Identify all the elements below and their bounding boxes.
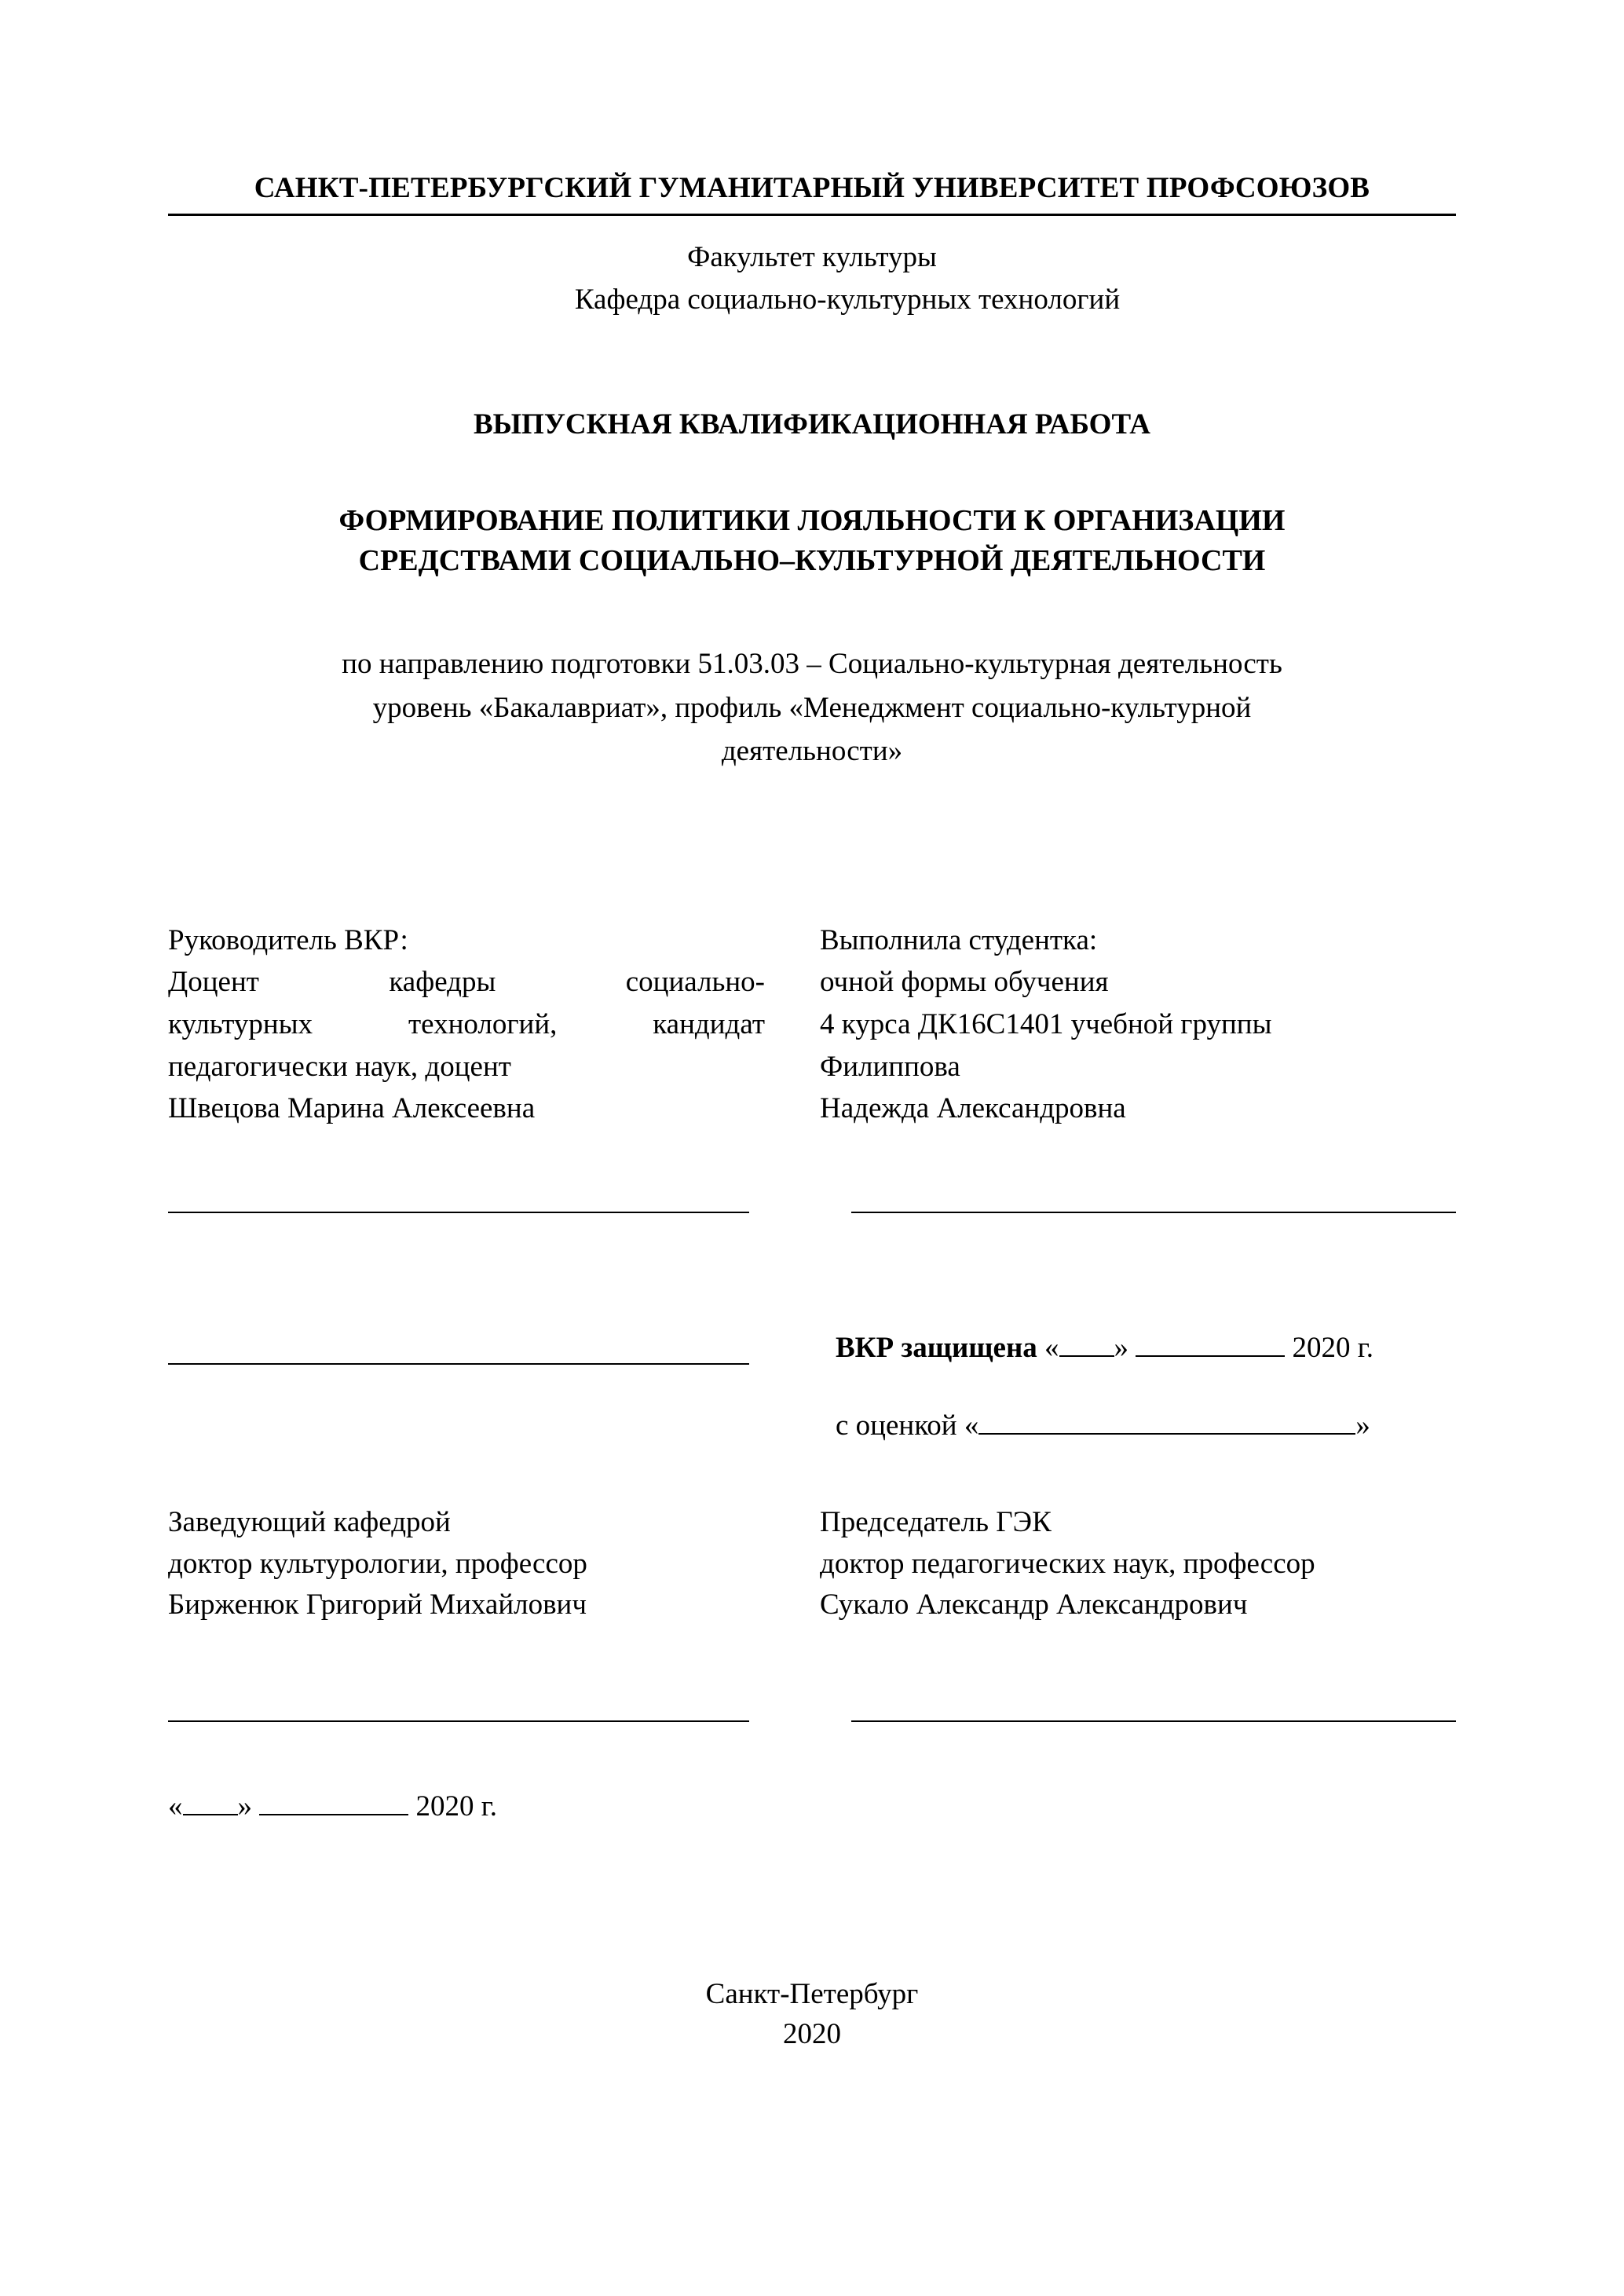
gek-chair-signature-line bbox=[851, 1720, 1456, 1722]
faculty-block bbox=[168, 236, 1456, 320]
bottom-date-quote-open: « bbox=[168, 1790, 183, 1823]
program-line-3: деятельности» bbox=[721, 735, 903, 768]
thesis-title-line-2: СРЕДСТВАМИ СОЦИАЛЬНО–КУЛЬТУРНОЙ ДЕЯТЕЛЬНОСТИ bbox=[358, 543, 1266, 577]
bottom-date bbox=[168, 1790, 1456, 1823]
grade-quote-close: » bbox=[1355, 1409, 1370, 1442]
program-line-1: по направлению подготовки 51.03.03 – Социально-культурная деятельность bbox=[342, 648, 1282, 681]
defense-label: ВКР защищена bbox=[836, 1331, 1037, 1364]
supervisor-position-line-3: педагогически наук, доцент bbox=[168, 1050, 511, 1083]
head-of-department-signature-line bbox=[168, 1720, 749, 1722]
defense-row bbox=[168, 1331, 1456, 1365]
reviewer-signature-block bbox=[168, 1363, 749, 1365]
university-name: САНКТ-ПЕТЕРБУРГСКИЙ ГУМАНИТАРНЫЙ УНИВЕРСИТЕТ ПРОФСОЮЗОВ bbox=[168, 171, 1456, 216]
footer-year: 2020 bbox=[783, 2018, 841, 2051]
bottom-date-day-blank bbox=[183, 1814, 238, 1815]
supervisor-signature-line bbox=[168, 1212, 749, 1213]
thesis-title-line-1: ФОРМИРОВАНИЕ ПОЛИТИКИ ЛОЯЛЬНОСТИ К ОРГАНИЗАЦИИ bbox=[338, 503, 1286, 537]
supervisor-block bbox=[168, 919, 765, 1130]
footer-block bbox=[168, 1974, 1456, 2056]
defense-info bbox=[836, 1331, 1456, 1365]
head-of-department-degree: доктор культурологии, профессор bbox=[168, 1547, 587, 1580]
program-line-2: уровень «Бакалавриат», профиль «Менеджмент социально-культурной bbox=[372, 691, 1252, 724]
chairs-section bbox=[168, 1502, 1456, 1626]
signature-line-row-bottom bbox=[168, 1720, 1456, 1722]
grade-quote-open: « bbox=[964, 1409, 979, 1442]
gek-chair-degree: доктор педагогических наук, профессор bbox=[820, 1547, 1315, 1580]
student-given-names: Надежда Александровна bbox=[820, 1092, 1126, 1125]
footer-city: Санкт-Петербург bbox=[705, 1977, 919, 2010]
supervisor-position-line-2: культурных технологий, кандидат bbox=[168, 1008, 765, 1041]
thesis-title bbox=[168, 501, 1456, 582]
gek-chair-title: Председатель ГЭК bbox=[820, 1505, 1052, 1538]
student-role-label: Выполнила студентка: bbox=[820, 923, 1098, 956]
gek-chair-name: Сукало Александр Александрович bbox=[820, 1589, 1248, 1621]
signature-line-row-top bbox=[168, 1212, 1456, 1213]
supervisor-role-label: Руководитель ВКР: bbox=[168, 923, 408, 956]
student-block bbox=[820, 919, 1456, 1130]
head-of-department-block bbox=[168, 1502, 765, 1626]
head-of-department-name: Бирженюк Григорий Михайлович bbox=[168, 1589, 587, 1621]
defense-month-blank bbox=[1136, 1355, 1285, 1357]
bottom-date-month-blank bbox=[259, 1814, 408, 1815]
defense-year: 2020 г. bbox=[1292, 1331, 1374, 1364]
grade-label: с оценкой bbox=[836, 1409, 957, 1442]
supervisor-position-line-1: Доцент кафедры социально- bbox=[168, 966, 765, 999]
defense-quote-open: « bbox=[1044, 1331, 1059, 1364]
reviewer-signature-line bbox=[168, 1363, 749, 1365]
persons-section bbox=[168, 919, 1456, 1130]
department-name: Кафедра социально-культурных технологий bbox=[574, 283, 1121, 316]
defense-day-blank bbox=[1059, 1355, 1114, 1357]
head-of-department-title: Заведующий кафедрой bbox=[168, 1505, 451, 1538]
grade-block bbox=[836, 1409, 1456, 1442]
page-content bbox=[168, 171, 1456, 2055]
supervisor-name: Швецова Марина Алексеевна bbox=[168, 1092, 536, 1125]
faculty-name: Факультет культуры bbox=[687, 241, 937, 274]
student-signature-line bbox=[851, 1212, 1456, 1213]
gek-chair-block bbox=[820, 1502, 1456, 1626]
student-form-of-study: очной формы обучения bbox=[820, 966, 1109, 999]
student-surname: Филиппова bbox=[820, 1050, 960, 1083]
grade-blank bbox=[978, 1433, 1355, 1435]
bottom-date-year: 2020 г. bbox=[415, 1790, 498, 1823]
defense-quote-close: » bbox=[1114, 1331, 1129, 1364]
bottom-date-quote-close: » bbox=[237, 1790, 252, 1823]
work-type: ВЫПУСКНАЯ КВАЛИФИКАЦИОННАЯ РАБОТА bbox=[473, 408, 1151, 441]
student-group: 4 курса ДК16С1401 учебной группы bbox=[820, 1008, 1272, 1041]
program-info bbox=[168, 642, 1456, 773]
grade-row bbox=[168, 1409, 1456, 1442]
